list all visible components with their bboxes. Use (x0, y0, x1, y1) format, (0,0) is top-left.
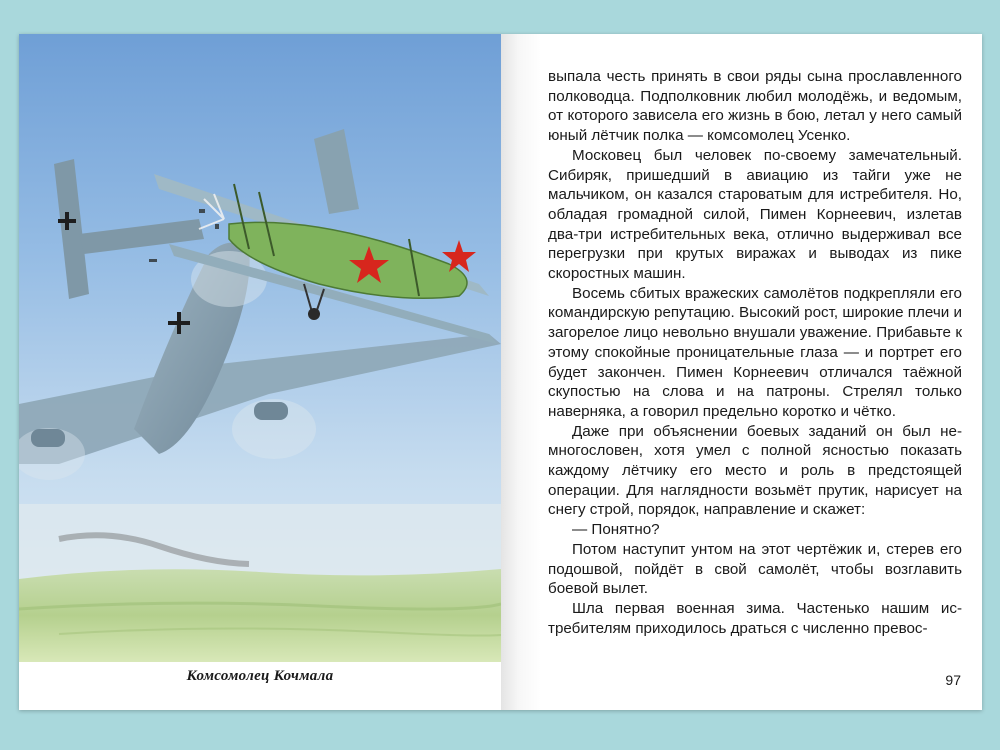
paragraph: Шла первая военная зима. Частенько нашим истребителям приходилось драться с численно превос- (548, 599, 962, 637)
page-number: 97 (945, 672, 961, 688)
paragraph: Восемь сбитых вражеских самолётов подкрепляли его командирскую репутацию. Высокий рост, широкие плечи и загорелое лицо невольно внушали уважение. Прибавьте к этому спокойные проницательные глаза — и портрет его будет закончен. Пимен Корнеевич отличался таёжной скупостью на слова и на патроны. Стрелял только наверняка, а говорил предельно коротко и чётко. (548, 284, 962, 420)
paragraph: — Понятно? (572, 521, 660, 539)
illustration-caption: Комсомолец Кочмала (186, 668, 334, 684)
paragraph: Даже при объяснении боевых заданий он был немногословен, хотя умел с полной ясностью показать каждому лётчику его место и роль в предстоящей операции. Для наглядности возьмёт прутик, нарисует на снегу строй, порядок, направление и скажет: (548, 422, 962, 519)
paragraph: выпала честь принять в свои ряды сына прославленного полководца. Подполковник любил молодёжь, и ведомым, от которого зависела его жизнь в бою, летал у него самый юный лётчик полка — комсомолец Усенко. (548, 68, 962, 145)
book-spread (19, 34, 982, 710)
paragraph: Потом наступит унтом на этот чертёжик и, стерев его подошвой, пойдёт в свой самолёт, чтобы возглавить боевой вылет. (548, 540, 962, 598)
dogfight-illustration (19, 34, 501, 662)
paragraph: Московец был человек по-своему замечательный. Сибиряк, пришедший в авиацию из тайги уже не мальчиком, он казался староватым для истребителя. Но, обладая громадной силой, Пимен Корнеевич, излетав два-три истребительных века, отлично выдерживал все перегрузки при крутых виражах и выводах из пике скоростных машин. (548, 146, 962, 283)
body-text (548, 67, 962, 638)
right-page (501, 34, 982, 710)
left-page (19, 34, 501, 710)
